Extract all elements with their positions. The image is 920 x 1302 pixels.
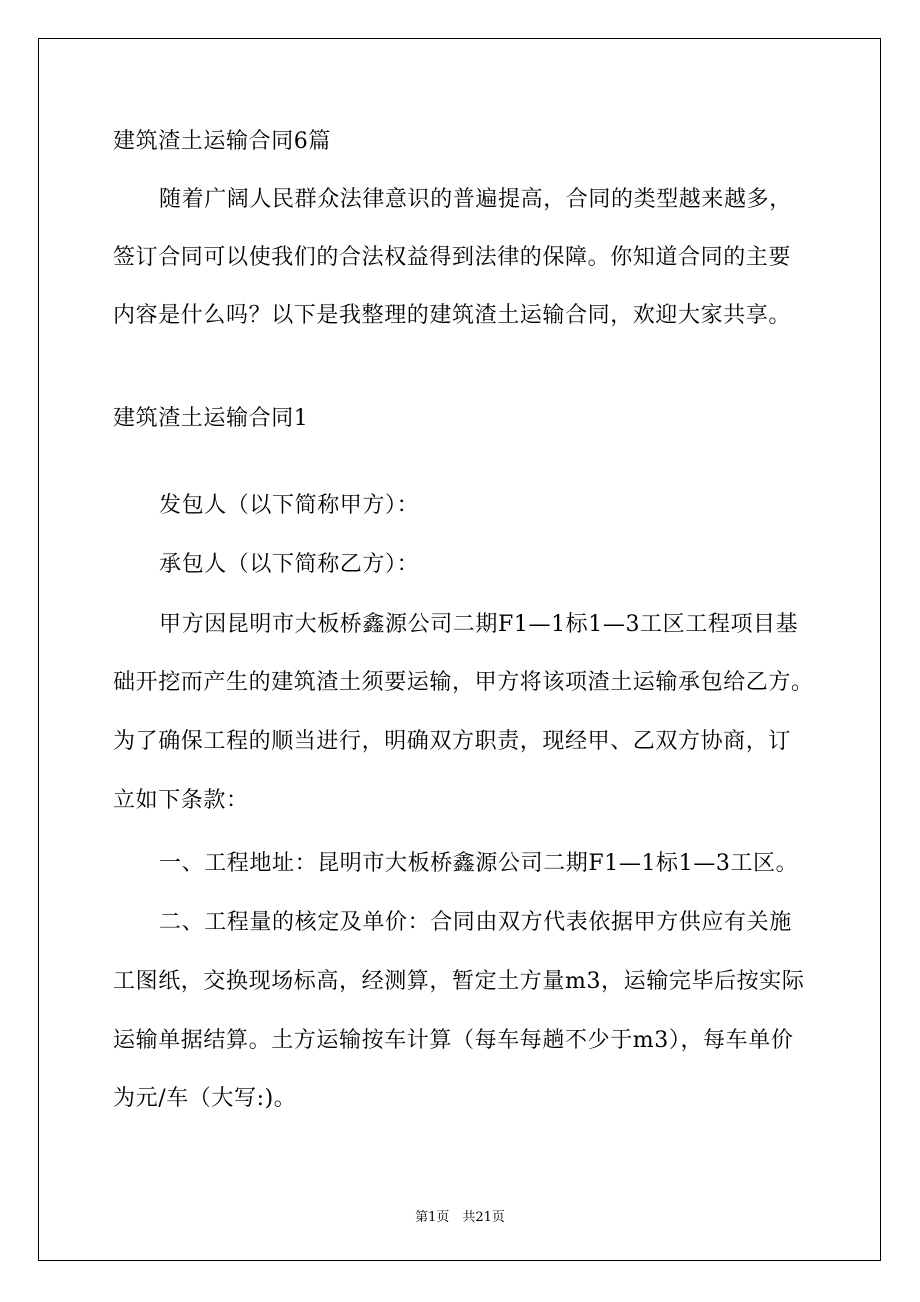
intro-line: 内容是什么吗？以下是我整理的建筑渣土运输合同，欢迎大家共享。 [113,303,792,328]
document-title: 建筑渣土运输合同6篇 [113,129,331,154]
clause-2-line: 为元/车（大写:)。 [113,1086,297,1111]
intro-line: 随着广阔人民群众法律意识的普遍提高，合同的类型越来越多， [159,187,792,212]
preamble-line: 础开挖而产生的建筑渣土须要运输，甲方将该项渣土运输承包给乙方。 [113,670,814,695]
page-number-footer: 第1页 共21页 [415,1210,505,1225]
intro-line: 签订合同可以使我们的合法权益得到法律的保障。你知道合同的主要 [113,245,792,270]
section-heading: 建筑渣土运输合同1 [113,406,309,431]
preamble-line: 甲方因昆明市大板桥鑫源公司二期F1—1标1—3工区工程项目基 [159,612,799,637]
clause-2-line: 工图纸，交换现场标高，经测算，暂定土方量m3，运输完毕后按实际 [113,969,805,994]
page-border [38,38,881,1261]
clause-2-line: 运输单据结算。土方运输按车计算（每车每趟不少于m3），每车单价 [113,1028,794,1053]
clause-2-line: 二、工程量的核定及单价：合同由双方代表依据甲方供应有关施 [159,910,792,935]
party-a-line: 发包人（以下简称甲方）： [159,493,420,518]
party-b-line: 承包人（以下简称乙方）： [159,552,420,577]
clause-1: 一、工程地址：昆明市大板桥鑫源公司二期F1—1标1—3工区。 [159,851,799,876]
preamble-line: 为了确保工程的顺当进行，明确双方职责，现经甲、乙双方协商，订 [113,729,792,754]
preamble-line: 立如下条款： [113,788,249,813]
